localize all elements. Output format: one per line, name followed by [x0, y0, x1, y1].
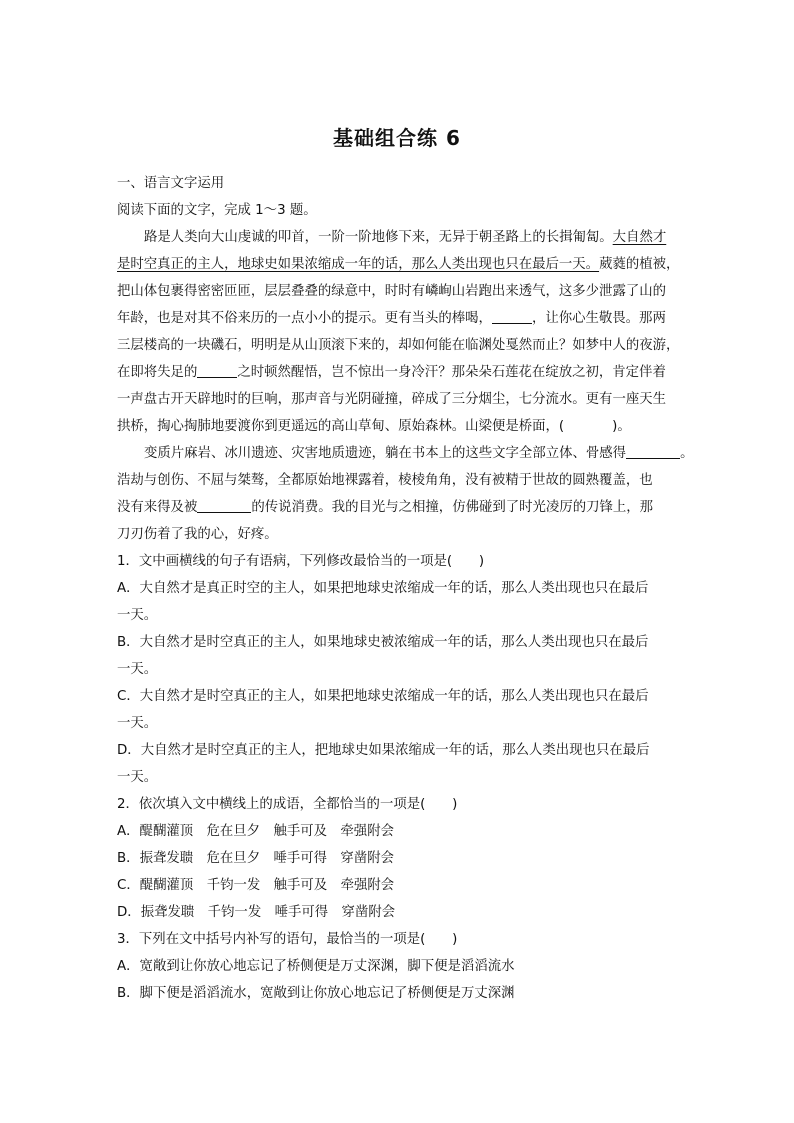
- option-a: A．大自然才是真正时空的主人，如果把地球史浓缩成一年的话，那么人类出现也只在最后: [117, 581, 649, 596]
- option-b: B．脚下便是滔滔流水，宽敞到让你放心地忘记了桥侧便是万丈深渊: [117, 986, 515, 1001]
- document-body: [117, 170, 694, 1007]
- reading-instruction: 阅读下面的文字，完成 1～3 题。: [117, 203, 317, 218]
- underlined-sentence: 是时空真正的主人，地球史如果浓缩成一年的话，那么人类出现也只在最后一天。: [117, 257, 600, 272]
- option-b: B．振聋发聩 危在旦夕 唾手可得 穿凿附会: [117, 851, 394, 866]
- page-title: 基础组合练 6: [333, 126, 461, 150]
- fill-blank-4: [197, 498, 251, 513]
- option-c: C．大自然才是时空真正的主人，如果把地球史浓缩成一年的话，那么人类出现也只在最后: [117, 689, 649, 704]
- option-b: B．大自然才是时空真正的主人，如果地球史被浓缩成一年的话，那么人类出现也只在最后: [117, 635, 649, 650]
- fill-blank-2: [197, 363, 237, 378]
- underlined-sentence: 大自然才: [612, 230, 667, 245]
- question-1: 1．文中画横线的句子有语病，下列修改最恰当的一项是( ) A．大自然才是真正时空的主人，如果把地球史浓缩成一年的话，那么人类出现也只在最后 一天。 B．大自然才是时空真正的主人，如果地球史被浓缩成一年的话，那么人类出现也只在最后 一天。 C．大自然才是时空真正的主人，如果把地球史浓缩成一年的话，那么人类出现也只在最后 一天。 D．大自然才是时空真正的主人，把地球史如果浓缩成一年的话，那么人类出现也只在最后 一天。: [117, 548, 683, 791]
- question-2: [117, 791, 683, 926]
- option-d: D．大自然才是时空真正的主人，把地球史如果浓缩成一年的话，那么人类出现也只在最后: [117, 743, 650, 758]
- option-c: C．醍醐灌顶 千钧一发 触手可及 牵强附会: [117, 878, 395, 893]
- question-stem: 2．依次填入文中横线上的成语，全都恰当的一项是( ): [117, 797, 458, 812]
- question-stem: 1．文中画横线的句子有语病，下列修改最恰当的一项是( ): [117, 554, 485, 569]
- option-a: A．醍醐灌顶 危在旦夕 触手可及 牵强附会: [117, 824, 394, 839]
- passage-paragraph-2: 变质片麻岩、冰川遗迹、灾害地质遗迹，躺在书本上的这些文字全部立体、骨感得 。 浩劫与创伤、不屈与桀骜，全都原始地裸露着，棱棱角角，没有被精于世故的圆熟覆盖，也 没有来得及被 的传说消费。我的目光与之相撞，仿佛碰到了时光凌厉的刀锋上，那 刀刃伤着了我的心，好疼。: [117, 446, 694, 542]
- passage-paragraph-1: 路是人类向大山虔诚的叩首，一阶一阶地修下来，无异于朝圣路上的长揖匍匐。大自然才 是时空真正的主人，地球史如果浓缩成一年的话，那么人类出现也只在最后一天。葳蕤的植被， 把山体包裹得密密匝匝，层层叠叠的绿意中，时时有嶙峋山岩跑出来透气，这多少泄露了山的 年龄，也是对其不俗来历的一点小小的提示。更有当头的棒喝， ，让你心生敬畏。那两 三层楼高的一块磯石，明明是从山顶滚下来的，却如何能在临渊处戛然而止？如梦中人的夜游， 在即将失足的 之时顿然醒悟，岂不惊出一身冷汗？那朵朵石莲花在绽放之初，肯定伴着 一声盘古开天辟地时的巨响，那声音与光阴碰撞，碎成了三分烟尘，七分流水。更有一座天生 拱桥，掏心掏肺地要渡你到更遥远的高山草甸、原始森林。山梁便是桥面，( )。: [117, 230, 680, 434]
- question-3: [117, 926, 683, 1007]
- fill-blank-3: [626, 444, 680, 459]
- option-a: A．宽敞到让你放心地忘记了桥侧便是万丈深渊，脚下便是滔滔流水: [117, 959, 515, 974]
- option-d: D．振聋发聩 千钧一发 唾手可得 穿凿附会: [117, 905, 396, 920]
- question-stem: 3．下列在文中括号内补写的语句，最恰当的一项是( ): [117, 932, 458, 947]
- section-heading: 一、语言文字运用: [117, 176, 225, 191]
- fill-blank-1: [492, 309, 532, 324]
